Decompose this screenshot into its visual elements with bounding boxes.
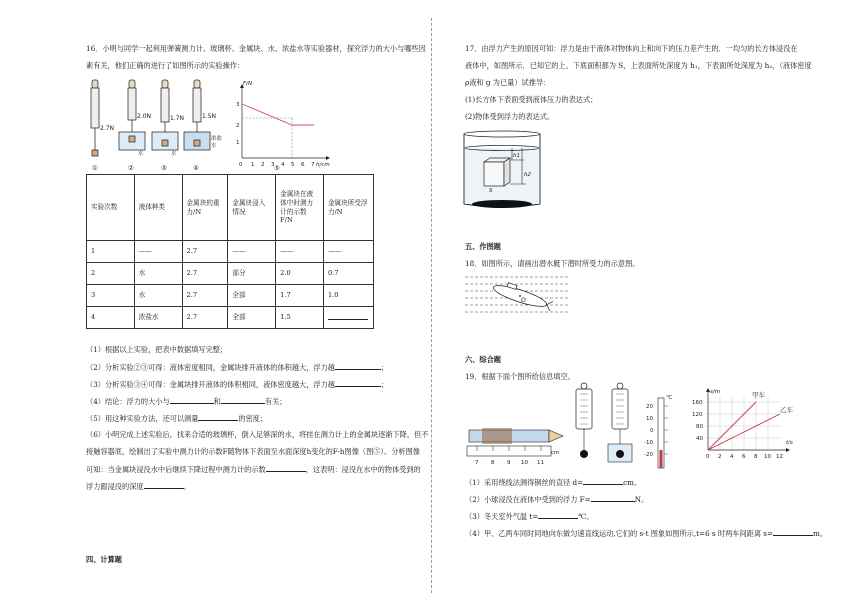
q18-text: 18．如图所示，请画出潜水艇下潜时所受力的示意图。: [465, 259, 640, 268]
q19-text: 19．根据下面个图所给信息填空。: [465, 372, 575, 381]
q19-part3: [465, 511, 594, 522]
graph-y-tick-1: 1: [236, 140, 240, 146]
q17-line3: ρ液和 g 为已量）试推导：: [465, 78, 551, 87]
table-cell: 1.5: [276, 307, 324, 329]
table-cell: 2.0: [276, 263, 324, 285]
q19-spring-scale-figure: [572, 382, 642, 472]
table-cell: 0.7: [323, 263, 373, 285]
q16-sub5-text: （5）用这种实验方法，还可以测量: [86, 414, 199, 423]
st-x-tick-2: 2: [718, 454, 722, 460]
q19-part4-text: （4）甲、乙两车同时同地向东做匀速直线运动,它们的 s-t 图象如图所示,t=6 s 时两车间距离 s=: [465, 529, 774, 538]
q16-intro-line2: 素有关，他们正确的进行了如图所示的实验操作：: [86, 61, 245, 70]
graph-x-tick-1: 1: [251, 162, 255, 168]
q16-sub2-semicolon: ；: [380, 363, 389, 372]
st-y-label: s/m: [710, 389, 721, 395]
q19-part2: [465, 494, 648, 505]
st-y-tick-120: 120: [692, 412, 703, 418]
table-header-cell: 金属块的重力/N: [182, 175, 228, 241]
table-cell: 1.0: [323, 285, 373, 307]
q17-beaker-figure: [462, 130, 552, 212]
ruler-unit: cm: [551, 450, 560, 456]
st-x-tick-8: 8: [754, 454, 758, 460]
table-cell: 2: [87, 263, 135, 285]
graph-x-tick-3: 3: [271, 162, 275, 168]
table-cell: 2.7: [182, 285, 228, 307]
section-4-heading: 四、计算题: [86, 555, 122, 564]
q16-sub6-line4: [86, 481, 191, 492]
graph-x-tick-4: 4: [281, 162, 285, 168]
liquid-label-salt-1: 浓盐: [211, 136, 223, 142]
table-row: [87, 285, 374, 307]
fig-num-4: ④: [193, 164, 199, 172]
answer-blank: [144, 481, 184, 489]
table-cell: 部分: [228, 263, 276, 285]
therm-tick-0: 0: [650, 428, 654, 434]
table-cell: ——: [228, 241, 276, 263]
answer-blank: [266, 464, 306, 472]
q19-part2-unit: N。: [634, 495, 649, 504]
q16-sub4-text-b: 和: [213, 397, 221, 406]
q17-part1: (1)长方体下表面受到液体压力的表达式；: [465, 95, 598, 104]
q16-sub6-line3-b: ，这表明：浸没在水中的物体受到的: [305, 465, 421, 474]
table-cell: 2.7: [182, 307, 228, 329]
st-y-tick-40: 40: [696, 436, 703, 442]
therm-unit: ℃: [666, 395, 673, 401]
q19-part3-text: （3）冬天室外气温 t=: [465, 512, 539, 521]
table-cell: 浓盐水: [134, 307, 182, 329]
liquid-label-salt-2: 水: [211, 143, 217, 149]
answer-blank: [170, 396, 214, 404]
liquid-label-water: 水: [138, 151, 144, 157]
st-x-tick-6: 6: [742, 454, 746, 460]
q16-sub4-text-c: 有关；: [264, 397, 287, 406]
answer-blank: [538, 511, 578, 519]
ruler-tick-11: 11: [537, 460, 544, 466]
st-y-tick-160: 160: [692, 400, 703, 406]
answer-blank: [335, 379, 381, 387]
q16-data-table: [86, 174, 374, 329]
table-cell: 全部: [228, 285, 276, 307]
st-x-tick-12: 12: [776, 454, 783, 460]
answer-blank: [583, 477, 623, 485]
liquid-label-water-2: 水: [171, 151, 177, 157]
car-a-label: 甲车: [752, 391, 765, 399]
answer-blank: [335, 362, 381, 370]
q19-thermometer-figure: [644, 394, 684, 474]
fig-num-1: ①: [92, 164, 98, 172]
table-cell: 3: [87, 285, 135, 307]
q19-part1: [465, 477, 641, 488]
st-y-tick-80: 80: [696, 424, 703, 430]
st-x-tick-0: 0: [706, 454, 710, 460]
table-cell-blank: [323, 307, 373, 329]
table-header-cell: 金属块在液体中时测力计的示数F/N: [276, 175, 324, 241]
answer-blank: [773, 528, 813, 536]
table-cell: ——: [276, 241, 324, 263]
answer-blank: [198, 413, 238, 421]
table-cell: 2.7: [182, 263, 228, 285]
graph-x-tick-6: 6: [301, 162, 305, 168]
graph-y-label: F/N: [243, 81, 253, 87]
center-o-label: O: [521, 297, 526, 304]
answer-blank: [591, 494, 635, 502]
fig-h2-label: h2: [524, 172, 531, 178]
ruler-tick-10: 10: [521, 460, 528, 466]
fig-h1-label: h1: [513, 153, 520, 159]
q19-part1-text: （1）采用绕线法测得铜丝的直径 d=: [465, 478, 584, 487]
table-cell: 全部: [228, 307, 276, 329]
table-row: [87, 307, 374, 329]
reading-4: 1.5N: [202, 113, 217, 120]
section-6-heading: 六、综合题: [465, 355, 501, 364]
q19-part2-text: （2）小球浸没在液体中受到的浮力 F=: [465, 495, 591, 504]
table-cell: ——: [134, 241, 182, 263]
q16-sub6-line3-a: 可知：当金属块浸没水中后继续下降过程中测力计的示数: [86, 465, 266, 474]
fig-num-2: ②: [128, 164, 134, 172]
answer-blank: [328, 312, 368, 320]
table-header-cell: 实验次数: [87, 175, 135, 241]
graph-x-label: h/cm: [316, 162, 330, 168]
q17-line1: 17．由浮力产生的原因可知：浮力是由于液体对物体向上和向下的压力差产生的．一均匀的长方体浸没在: [465, 44, 798, 53]
q19-part1-unit: cm。: [623, 478, 642, 487]
st-x-tick-4: 4: [730, 454, 734, 460]
q19-part3-unit: ℃。: [578, 512, 594, 521]
q18-submarine-figure: [465, 274, 569, 316]
table-header-cell: 液体种类: [134, 175, 182, 241]
table-cell: 1.7: [276, 285, 324, 307]
q19-ruler-figure: [465, 420, 565, 470]
right-column: [432, 0, 860, 608]
table-cell: 4: [87, 307, 135, 329]
graph-origin: 0: [239, 162, 243, 168]
q16-sub5-text-b: 的密度；: [238, 414, 268, 423]
st-x-tick-10: 10: [764, 454, 771, 460]
q16-sub6-line4-a: 浮力跟浸没的深度: [86, 482, 144, 491]
reading-3: 1.7N: [170, 115, 185, 122]
graph-x-tick-7: 7: [311, 162, 315, 168]
q16-experiment-figure: [86, 78, 336, 174]
fig-num-5: ⑤: [274, 164, 280, 172]
q16-sub6-line4-b: 。: [183, 482, 191, 491]
table-row: [87, 263, 374, 285]
q16-sub6-line1: （6）小明完成上述实验后，找来合适的玻璃杯，倒入足够深的水，将挂在测力计上的金属块逐渐下降，但不: [86, 430, 429, 439]
table-header-cell: 金属块浸入情况: [228, 175, 276, 241]
q16-sub1: （1）根据以上实验，把表中数据填写完整；: [86, 345, 228, 354]
table-cell: 水: [134, 263, 182, 285]
therm-tick-neg20: -20: [644, 452, 653, 458]
reading-1: 2.7N: [100, 125, 115, 132]
q16-sub6-line2: 接触容器底，绘制出了实验中测力计的示数F随物体下表面至水面深度h变化的F-h图像（图⑤）。分析图像: [86, 447, 420, 456]
q16-sub2-text: （2）分析实验②③可得：液体密度相同，金属块排开液体的体积越大，浮力越: [86, 363, 335, 372]
fig-s-label: S: [489, 188, 493, 194]
table-cell: ——: [323, 241, 373, 263]
car-b-label: 乙车: [780, 406, 793, 414]
q16-sub4: [86, 396, 286, 407]
section-5-heading: 五、作图题: [465, 242, 501, 251]
graph-x-tick-5: 5: [291, 162, 295, 168]
graph-y-tick-3: 3: [236, 102, 240, 108]
q19-st-graph: [690, 388, 800, 468]
graph-y-tick-2: 2: [236, 123, 240, 129]
q16-sub5: [86, 413, 267, 424]
q17-line2: 液体中，如图所示．已知它的上、下底面积都为 S，上表面所处深度为 h₁，下表面所处深度为 h₂，（液体密度: [465, 61, 812, 70]
q16-sub3: [86, 379, 388, 390]
q16-sub4-text-a: （4）结论：浮力的大小与: [86, 397, 170, 406]
q19-part4: [465, 528, 827, 539]
therm-tick-neg10: -10: [644, 440, 653, 446]
fig-num-3: ③: [161, 164, 167, 172]
therm-tick-20: 20: [646, 404, 653, 410]
table-row: [87, 241, 374, 263]
graph-x-tick-2: 2: [261, 162, 265, 168]
therm-tick-10: 10: [646, 416, 653, 422]
q16-sub3-semicolon: ；: [380, 380, 389, 389]
table-cell: 1: [87, 241, 135, 263]
table-cell: 水: [134, 285, 182, 307]
ruler-tick-8: 8: [491, 460, 495, 466]
answer-blank: [221, 396, 265, 404]
table-header-cell: 金属块所受浮力/N: [323, 175, 373, 241]
table-header-row: [87, 175, 374, 241]
st-x-label: t/s: [786, 440, 793, 446]
q19-part4-unit: m。: [813, 529, 828, 538]
q17-part2: (2)物体受到浮力的表达式。: [465, 112, 555, 121]
f-h-graph: [240, 84, 330, 160]
reading-2: 2.0N: [137, 113, 152, 120]
q16-sub2: [86, 362, 388, 373]
table-cell: 2.7: [182, 241, 228, 263]
q16-intro-line1: 16．小明与同学一起利用弹簧测力计、玻璃杯、金属块、水、浓盐水等实验器材，探究浮力的大小与哪些因: [86, 44, 426, 53]
ruler-tick-7: 7: [475, 460, 479, 466]
q16-sub6-line3: [86, 464, 421, 475]
ruler-tick-9: 9: [507, 460, 511, 466]
q16-sub3-text: （3）分析实验③④可得：金属块排开液体的体积相同，液体密度越大，浮力越: [86, 380, 335, 389]
